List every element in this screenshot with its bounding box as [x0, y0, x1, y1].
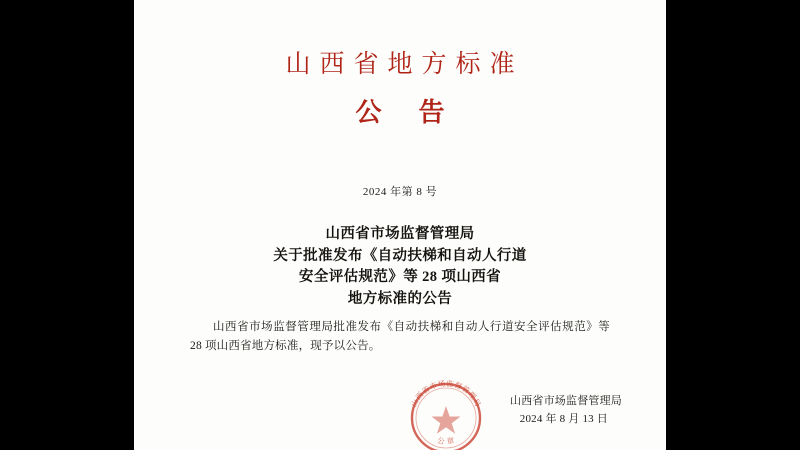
document-content — [134, 0, 666, 450]
document-title-sub: 公 告 — [355, 98, 459, 128]
signature-date: 2024 年 8 月 13 日 — [519, 413, 608, 425]
headline-line-1: 山西省市场监督管理局 — [325, 226, 475, 242]
headline-line-3: 安全评估规范》等 28 项山西省 — [298, 269, 502, 285]
signature-organization: 山西省市场监督管理局 — [510, 395, 622, 407]
document-page — [134, 0, 666, 450]
headline-line-2: 关于批准发布《自动扶梯和自动人行道 — [273, 247, 527, 264]
document-title-main: 山西省地方标准 — [285, 49, 524, 78]
document-body-text: 山西省市场监督管理局批准发布《自动扶梯和自动人行道安全评估规范》等 28 项山西省地方标准，现予以公告。 — [190, 321, 610, 352]
headline-line-4: 地方标准的公告 — [347, 290, 453, 307]
seal-text-top: 山西省市场监督管理局 — [409, 378, 483, 409]
seal-text-bottom: 公 章 — [436, 435, 456, 447]
signature-block — [392, 392, 622, 428]
document-headline — [134, 224, 666, 310]
issue-number: 2024 年第 8 号 — [362, 186, 438, 198]
